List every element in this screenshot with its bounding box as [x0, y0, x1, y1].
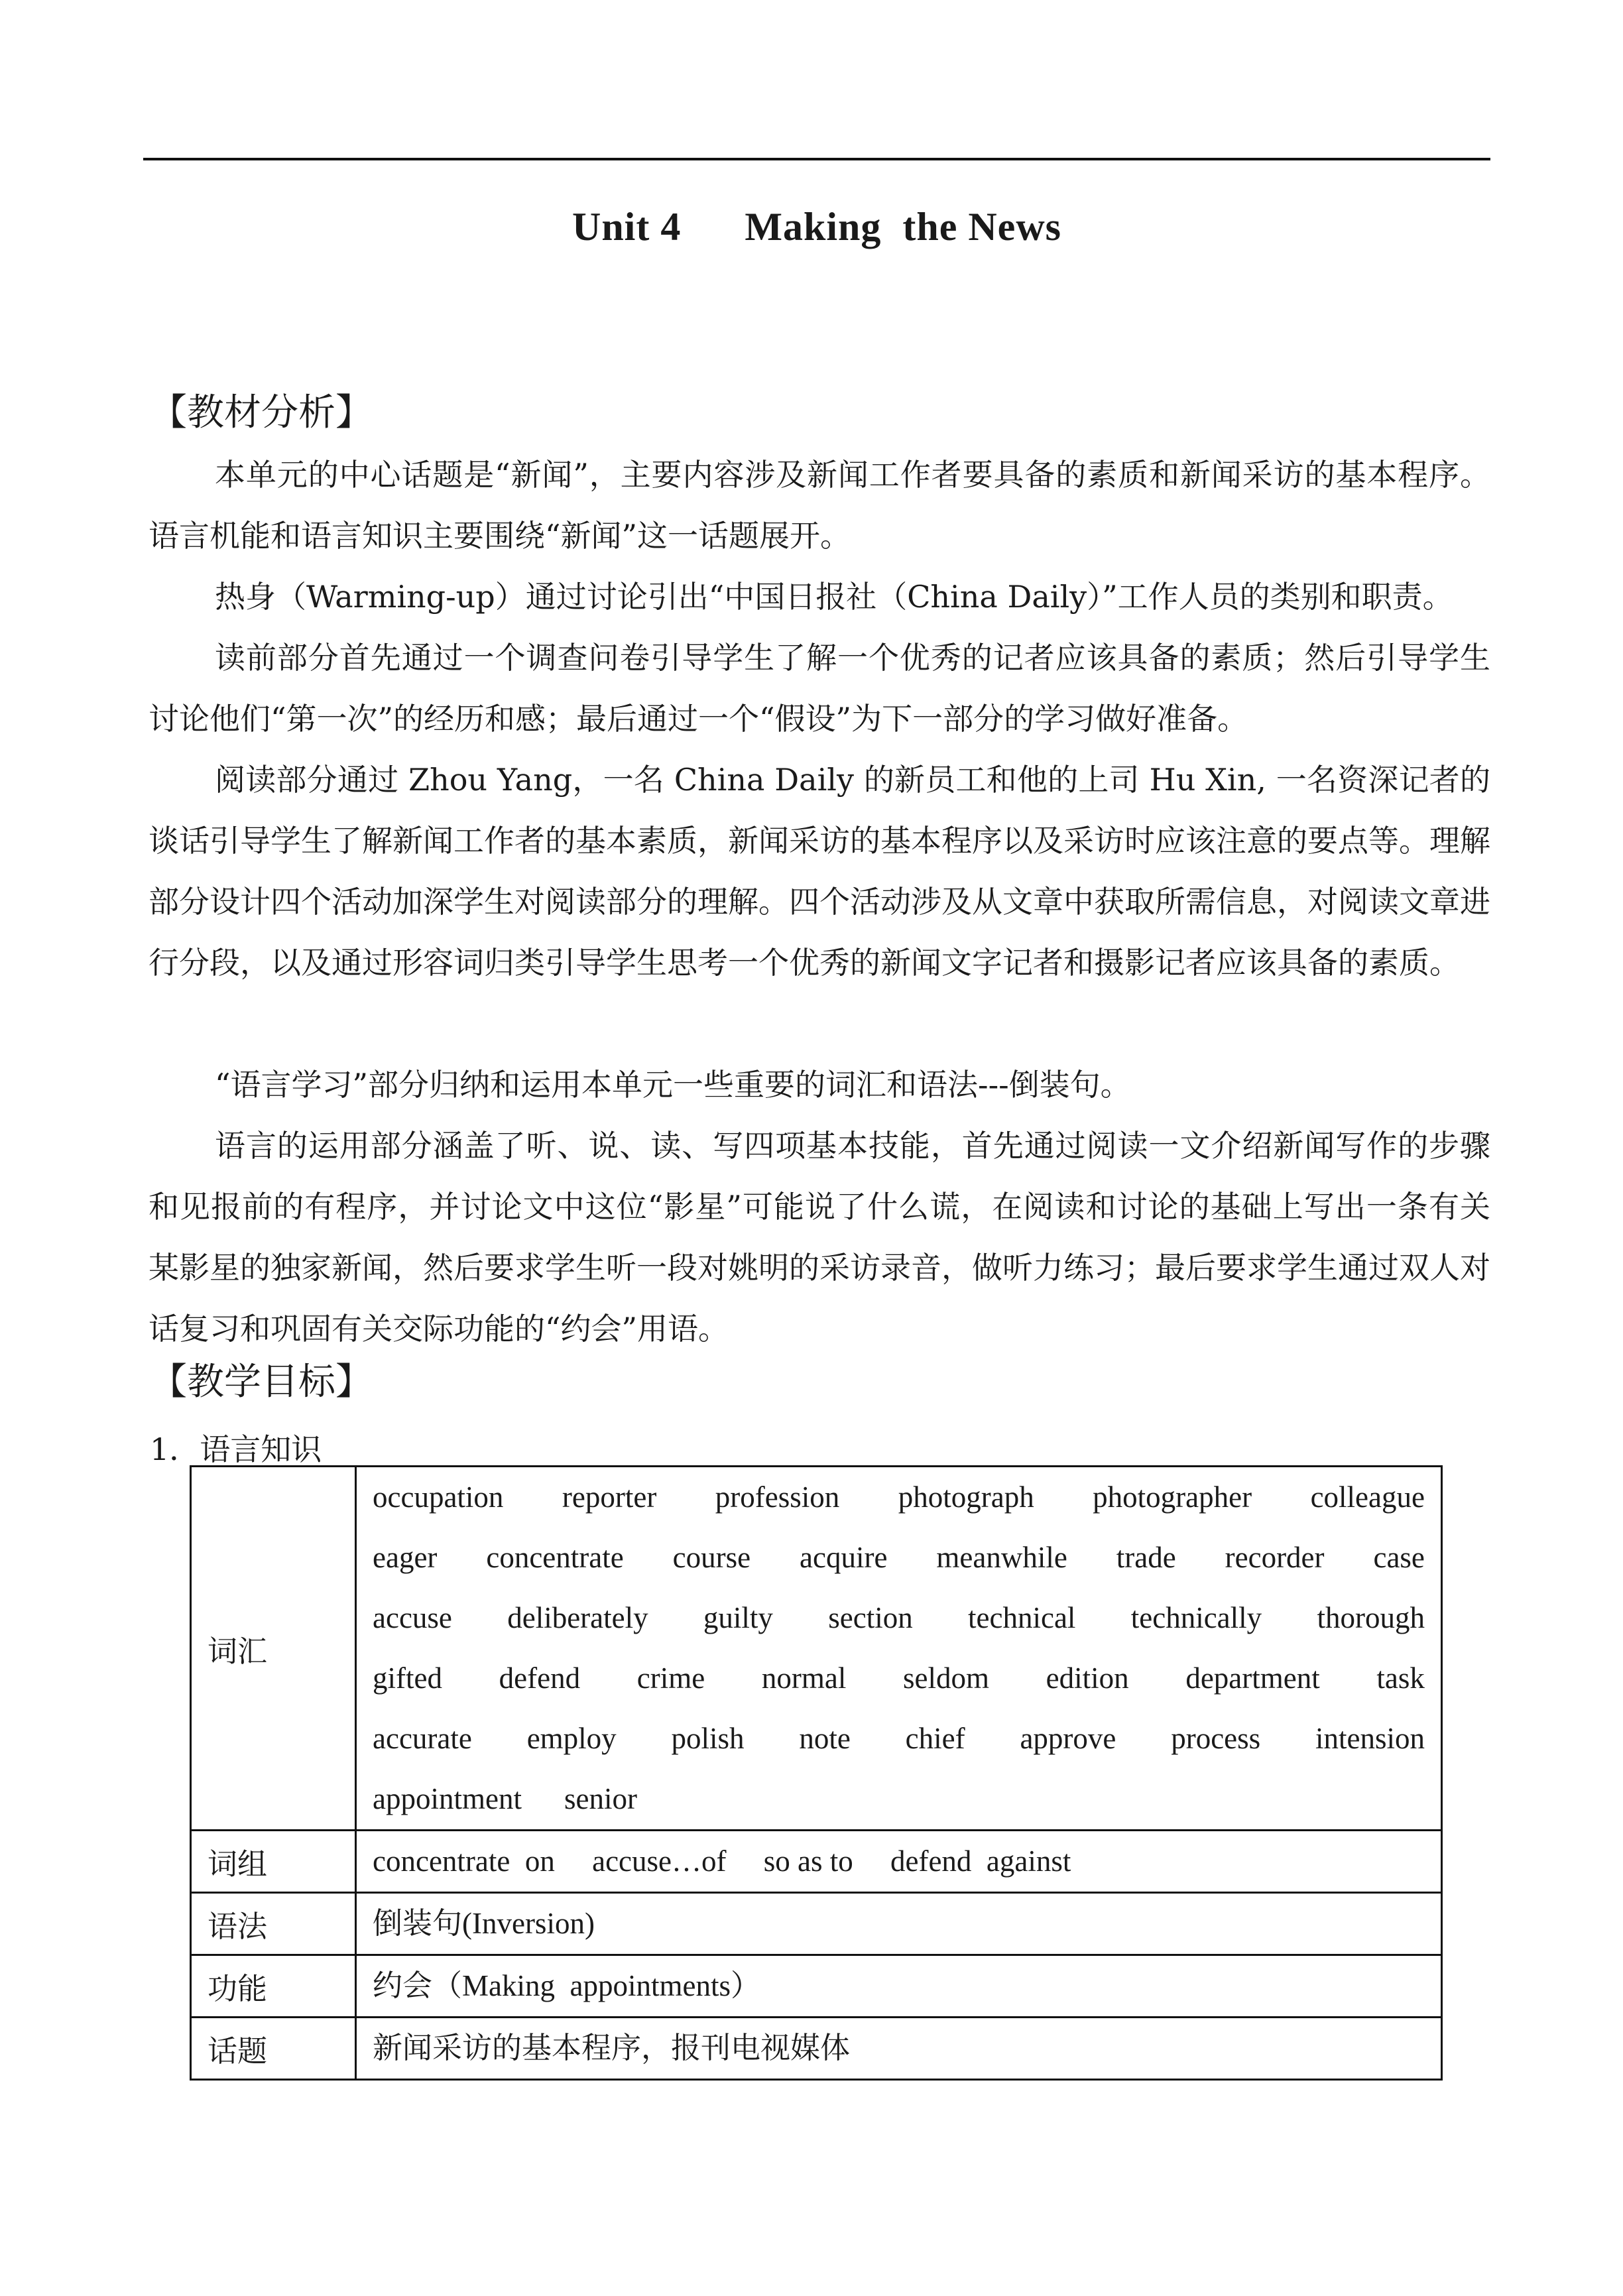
- vocab-word: deliberately: [507, 1601, 648, 1634]
- vocab-word: guilty: [703, 1601, 773, 1634]
- row-label: 功能: [191, 1955, 356, 2018]
- vocab-word: concentrate: [486, 1541, 624, 1574]
- vocab-line: [373, 1467, 1425, 1528]
- row-content: 新闻采访的基本程序，报刊电视媒体: [356, 2018, 1442, 2080]
- vocab-word: section: [828, 1601, 913, 1634]
- vocab-word: photographer: [1093, 1480, 1252, 1514]
- row-content: concentrate on accuse…of so as to defend against: [356, 1831, 1442, 1893]
- vocab-word: polish: [671, 1722, 745, 1755]
- vocab-word: task: [1376, 1662, 1425, 1695]
- vocab-word: technically: [1130, 1601, 1262, 1634]
- vocab-word: crime: [636, 1662, 705, 1695]
- paragraph: 阅读部分通过 Zhou Yang，一名 China Daily 的新员工和他的上司 Hu Xin, 一名资深记者的谈话引导学生了解新闻工作者的基本素质，新闻采访的基本程序以及采访时应该注意的要点等。理解部分设计四个活动加深学生对阅读部分的理解。四个活动涉及从文章中获取所需信息，对阅读文章进行分段，以及通过形容词归类引导学生思考一个优秀的新闻文字记者和摄影记者应该具备的素质。: [149, 762, 1490, 981]
- vocab-word: appointment: [373, 1782, 522, 1815]
- vocab-word: profession: [715, 1480, 840, 1514]
- row-label: 话题: [191, 2018, 356, 2080]
- vocab-word: approve: [1020, 1722, 1116, 1755]
- vocab-word: occupation: [373, 1480, 504, 1514]
- vocab-word: employ: [526, 1722, 617, 1755]
- vocab-line: [373, 1588, 1425, 1648]
- table-row: [191, 1893, 1442, 1955]
- vocab-word: thorough: [1317, 1601, 1425, 1634]
- paragraph: 热身（Warming-up）通过讨论引出“中国日报社（China Daily）”工作人员的类别和职责。: [215, 579, 1453, 615]
- vocab-word: defend: [499, 1662, 581, 1695]
- subheading-language-knowledge: 1．语言知识: [150, 1431, 322, 1467]
- vocab-word: acquire: [800, 1541, 888, 1574]
- row-label: 语法: [191, 1893, 356, 1955]
- row-content: 约会（Making appointments）: [356, 1955, 1442, 2018]
- vocab-list: [373, 1467, 1425, 1829]
- table-row: [191, 1955, 1442, 2018]
- paragraph: 读前部分首先通过一个调查问卷引导学生了解一个优秀的记者应该具备的素质；然后引导学生讨论他们“第一次”的经历和感；最后通过一个“假设”为下一部分的学习做好准备。: [149, 640, 1490, 737]
- paragraph: 本单元的中心话题是“新闻”，主要内容涉及新闻工作者要具备的素质和新闻采访的基本程序。语言机能和语言知识主要围绕“新闻”这一话题展开。: [149, 457, 1490, 554]
- section-heading-teaching-goals: 【教学目标】: [150, 1360, 373, 1404]
- vocab-word: department: [1185, 1662, 1320, 1695]
- vocab-word: recorder: [1225, 1541, 1325, 1574]
- vocab-word: chief: [905, 1722, 965, 1755]
- row-label: 词汇: [191, 1467, 356, 1831]
- vocab-word: course: [672, 1541, 751, 1574]
- vocab-word: seldom: [903, 1662, 989, 1695]
- paragraph: 语言的运用部分涵盖了听、说、读、写四项基本技能，首先通过阅读一文介绍新闻写作的步骤和见报前的有程序，并讨论文中这位“影星”可能说了什么谎，在阅读和讨论的基础上写出一条有关某影星的独家新闻，然后要求学生听一段对姚明的采访录音，做听力练习；最后要求学生通过双人对话复习和巩固有关交际功能的“约会”用语。: [149, 1128, 1490, 1347]
- vocab-word: reporter: [562, 1480, 657, 1514]
- section-heading-textbook-analysis: 【教材分析】: [150, 391, 373, 434]
- vocab-word: process: [1171, 1722, 1261, 1755]
- vocab-word: senior: [564, 1782, 637, 1815]
- vocab-word: intension: [1315, 1722, 1425, 1755]
- vocab-line: [373, 1648, 1425, 1709]
- vocab-word: case: [1373, 1541, 1425, 1574]
- table-row: [191, 1467, 1442, 1831]
- vocab-line: [373, 1528, 1425, 1588]
- vocab-word: edition: [1046, 1662, 1129, 1695]
- vocab-word: accuse: [373, 1601, 452, 1634]
- vocab-word: meanwhile: [936, 1541, 1067, 1574]
- language-knowledge-table: [190, 1465, 1443, 2081]
- vocab-cell: [356, 1467, 1442, 1831]
- row-label: 词组: [191, 1831, 356, 1893]
- row-content: 倒装句(Inversion): [356, 1893, 1442, 1955]
- table-row: [191, 2018, 1442, 2080]
- vocab-line: [373, 1769, 1425, 1829]
- vocab-word: note: [799, 1722, 851, 1755]
- vocab-word: normal: [761, 1662, 847, 1695]
- paragraph: “语言学习”部分归纳和运用本单元一些重要的词汇和语法---倒装句。: [215, 1067, 1131, 1103]
- vocab-line: [373, 1709, 1425, 1769]
- vocab-word: accurate: [373, 1722, 472, 1755]
- table-row: [191, 1831, 1442, 1893]
- vocab-word: technical: [968, 1601, 1076, 1634]
- vocab-word: eager: [373, 1541, 438, 1574]
- vocab-word: trade: [1116, 1541, 1176, 1574]
- vocab-word: colleague: [1310, 1480, 1425, 1514]
- vocab-word: gifted: [373, 1662, 442, 1695]
- vocab-word: photograph: [898, 1480, 1034, 1514]
- page-title: Unit 4 Making the News: [571, 205, 1061, 249]
- header-rule: [143, 158, 1490, 160]
